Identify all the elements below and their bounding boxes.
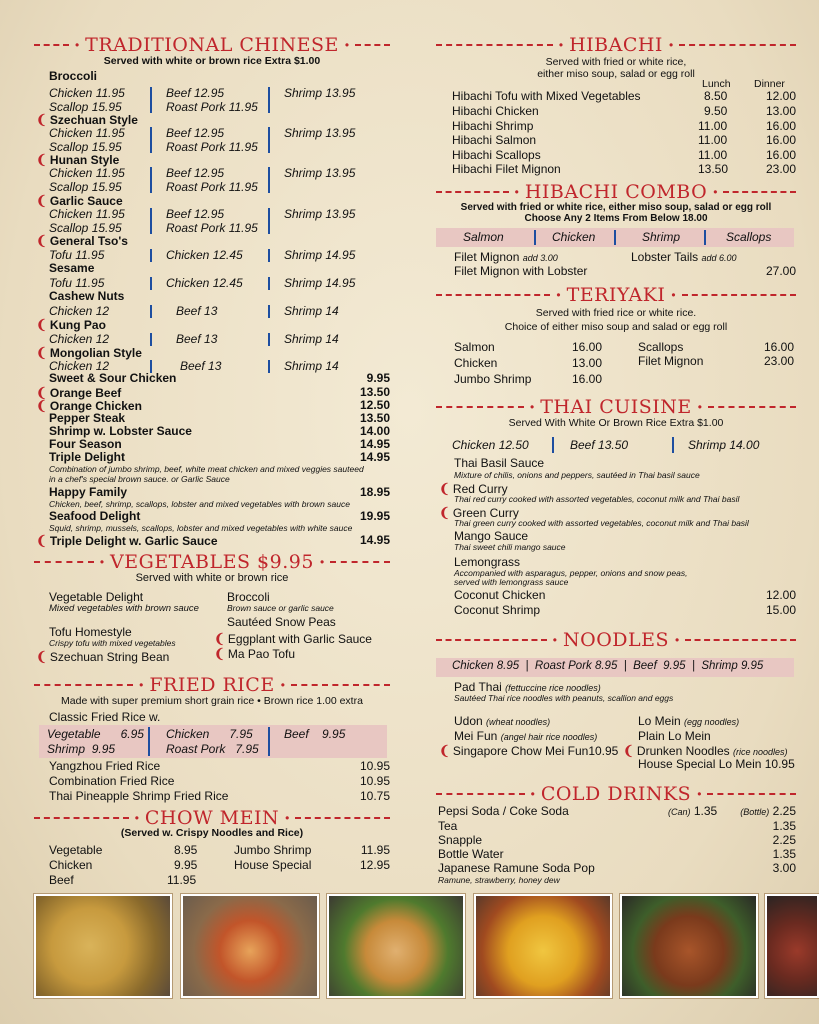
veg-item: Sautéed Snow Peas <box>227 615 336 629</box>
price-scallop: Scallop 15.95 <box>49 100 122 114</box>
item-description: Thai red curry cooked with assorted vegetables, coconut milk and Thai basil <box>454 494 740 504</box>
price-beef: Beef 12.95 <box>166 126 225 140</box>
thai-item: ❨ Green Curry <box>439 505 519 520</box>
price-shrimp: Shrimp 13.95 <box>284 86 356 100</box>
spicy-pepper-icon: ❨ <box>36 193 47 208</box>
menu-item: House Special <box>234 858 312 872</box>
menu-price: 13.00 <box>572 356 603 370</box>
spicy-pepper-icon: ❨ <box>36 152 47 167</box>
thai-item: Thai Basil Sauce <box>454 456 545 470</box>
menu-item: Filet Mignon with Lobster 27.00 <box>454 264 796 278</box>
hibachi-subtitle: Served with fried or white rice, <box>545 56 687 68</box>
price-chicken: Chicken 11.95 <box>49 126 125 140</box>
menu-price: 16.00 <box>763 340 794 354</box>
price-beef: Beef 13 <box>176 332 218 346</box>
price-shrimp: Shrimp 13.95 <box>284 126 356 140</box>
item-description: Mixed vegetables with brown sauce <box>49 603 199 614</box>
menu-item: Combination Fried Rice 10.95 <box>49 774 390 788</box>
spicy-pepper-icon: ❨ <box>36 317 47 332</box>
lunch-header: Lunch <box>702 78 731 90</box>
traditional-chinese-header: • TRADITIONAL CHINESE • <box>34 34 390 56</box>
vegetables-title: VEGETABLES $9.95 <box>110 551 314 573</box>
menu-item: Hibachi Shrimp 11.00 16.00 <box>452 119 796 133</box>
menu-price: 16.00 <box>572 340 603 354</box>
divider <box>268 87 270 113</box>
drink-item: Japanese Ramune Soda Pop 3.00 <box>438 861 796 875</box>
hibachi-header: • HIBACHI • <box>436 34 796 56</box>
price-chicken: Chicken 12.45 <box>166 248 243 262</box>
thai-item: Lemongrass <box>454 555 521 569</box>
menu-price: 12.95 <box>359 858 390 872</box>
chow-mein-title: CHOW MEIN <box>144 807 280 829</box>
thai-cuisine-subtitle: Served With White Or Brown Rice Extra $1.00 <box>508 417 724 429</box>
item-description: Crispy tofu with mixed vegetables <box>49 638 176 648</box>
thai-item: ❨ Red Curry <box>439 481 508 496</box>
noodles-options-band: Chicken 8.95 | Roast Pork 8.95 | Beef 9.95 | Shrimp 9.95 <box>436 658 794 677</box>
veg-item: ❨ Ma Pao Tofu <box>214 646 296 661</box>
price-chicken: Chicken 12 <box>49 304 110 318</box>
item-description: Accompanied with asparagus, pepper, onions and snow peas, <box>454 568 688 578</box>
price-scallop: Scallop 15.95 <box>49 140 122 154</box>
thai-cuisine-header: • THAI CUISINE • <box>436 396 796 418</box>
combo-filet: Filet Mignon add 3.00 <box>454 250 558 264</box>
menu-item: ❨ Orange Chicken 12.50 <box>36 398 390 413</box>
menu-price: 16.00 <box>572 372 603 386</box>
cold-drinks-header: • COLD DRINKS • <box>436 783 796 805</box>
noodle-singapore: ❨ Singapore Chow Mei Fun10.95 <box>439 743 619 758</box>
price-chicken: Chicken 12 <box>49 359 110 373</box>
price-roast-pork: Roast Pork 11.95 <box>166 100 258 114</box>
price-beef: Beef 13.50 <box>570 438 629 452</box>
curry-photo <box>474 894 612 998</box>
spicy-pepper-icon: ❨ <box>36 233 47 248</box>
menu-item: Hibachi Salmon 11.00 16.00 <box>452 133 796 147</box>
pad-thai-photo <box>181 894 319 998</box>
menu-price: 11.95 <box>360 843 390 857</box>
menu-item: Coconut Chicken 12.00 <box>454 588 796 602</box>
thai-cuisine-title: THAI CUISINE <box>540 396 692 418</box>
menu-item: Happy Family 18.95 <box>49 485 390 499</box>
menu-item: Hibachi Filet Mignon 13.50 23.00 <box>452 162 796 176</box>
price-roast-pork: Roast Pork 11.95 <box>166 221 258 235</box>
noodles-title: NOODLES <box>563 629 670 651</box>
price-shrimp: Shrimp 13.95 <box>284 207 356 221</box>
price-chicken: Chicken 11.95 <box>49 166 125 180</box>
chow-mein-header: • CHOW MEIN • <box>34 807 390 829</box>
price-beef: Beef 12.95 <box>166 86 225 100</box>
price-beef: Beef 12.95 <box>166 166 225 180</box>
drink-item: Snapple 2.25 <box>438 833 796 847</box>
divider <box>150 277 152 290</box>
noodle-pad-thai: Pad Thai (fettuccine rice noodles) <box>454 680 601 694</box>
menu-item: ❨ Triple Delight w. Garlic Sauce 14.95 <box>36 533 390 548</box>
price-roast-pork: Roast Pork 11.95 <box>166 140 258 154</box>
menu-price: 11.95 <box>167 873 197 887</box>
spicy-pepper-icon: ❨ <box>439 743 450 758</box>
divider <box>150 127 152 153</box>
price-tofu: Tofu 11.95 <box>49 276 105 290</box>
veg-item: Tofu Homestyle <box>49 625 132 639</box>
price-shrimp: Shrimp 14.00 <box>688 438 760 452</box>
price-shrimp: Shrimp 14 <box>284 359 339 373</box>
veg-item: Broccoli <box>227 590 270 604</box>
item-description: Combination of jumbo shrimp, beef, white meat chicken and mixed veggies sauteed in a chef's special brown sauce. or Garlic Sauce <box>49 464 364 484</box>
item-description: Brown sauce or garlic sauce <box>227 603 334 613</box>
spicy-pepper-icon: ❨ <box>623 743 634 758</box>
item-description: Sautéed Thai rice noodles with peanuts, scallion and eggs <box>454 693 674 703</box>
teriyaki-subtitle: Choice of either miso soup and salad or egg roll <box>504 321 728 333</box>
divider <box>268 127 270 153</box>
drink-item: Tea 1.35 <box>438 819 796 833</box>
divider <box>150 208 152 234</box>
divider <box>150 305 152 318</box>
item-description: Squid, shrimp, mussels, scallops, lobster and mixed vegetables with white sauce <box>49 523 353 533</box>
divider <box>268 333 270 346</box>
menu-item: Four Season 14.95 <box>49 437 390 451</box>
price-beef: Beef 12.95 <box>166 207 225 221</box>
price-chicken: Chicken 12.50 <box>452 438 529 452</box>
spicy-pepper-icon: ❨ <box>36 398 47 413</box>
traditional-chinese-title: TRADITIONAL CHINESE <box>85 34 339 56</box>
divider <box>150 167 152 193</box>
price-shrimp: Shrimp 14 <box>284 332 339 346</box>
dish-kung-pao: ❨ Kung Pao <box>36 317 106 332</box>
spicy-pepper-icon: ❨ <box>439 481 450 496</box>
menu-item: Thai Pineapple Shrimp Fried Rice 10.75 <box>49 789 390 803</box>
menu-item: Jumbo Shrimp <box>234 843 312 857</box>
drink-item: Pepsi Soda / Coke Soda (Can) 1.35 (Bottle) 2.25 <box>438 804 796 818</box>
item-description: Thai sweet chili mango sauce <box>454 542 566 552</box>
spicy-pepper-icon: ❨ <box>36 533 47 548</box>
menu-price: 9.95 <box>174 858 198 872</box>
price-chicken: Chicken 11.95 <box>49 207 125 221</box>
fried-rice-header: • FRIED RICE • <box>34 674 390 696</box>
dish-cashew-nuts: Cashew Nuts <box>49 289 125 303</box>
divider <box>268 249 270 262</box>
noodle-lo-mein: Lo Mein (egg noodles) <box>638 714 740 728</box>
noodles-header: • NOODLES • <box>436 629 796 651</box>
item-description: served with lemongrass sauce <box>454 577 569 587</box>
veg-item: ❨ Eggplant with Garlic Sauce <box>214 631 372 646</box>
divider <box>552 437 554 453</box>
menu-item: Shrimp w. Lobster Sauce 14.00 <box>49 424 390 438</box>
lo-mein-photo <box>327 894 465 998</box>
menu-item: Hibachi Chicken 9.50 13.00 <box>452 104 796 118</box>
menu-item: Filet Mignon <box>638 354 704 368</box>
item-description: Mixture of chilis, onions and peppers, sautéed in Thai basil sauce <box>454 470 700 480</box>
fried-rice-title: FRIED RICE <box>149 674 275 696</box>
price-roast-pork: Roast Pork 11.95 <box>166 180 258 194</box>
menu-item: Jumbo Shrimp <box>454 372 532 386</box>
price-chicken: Chicken 12.45 <box>166 276 243 290</box>
dinner-header: Dinner <box>754 78 785 90</box>
price-beef: Beef 13 <box>180 359 222 373</box>
spicy-pepper-icon: ❨ <box>36 112 47 127</box>
dish-mongolian: ❨ Mongolian Style <box>36 345 142 360</box>
menu-item: Vegetable <box>49 843 103 857</box>
drink-item: Bottle Water 1.35 <box>438 847 796 861</box>
vegetables-header: • VEGETABLES $9.95 • <box>34 551 390 573</box>
dish-szechuan: ❨ Szechuan Style <box>36 112 138 127</box>
teriyaki-subtitle: Served with fried rice or white rice. <box>535 307 697 319</box>
food-photo-strip <box>34 894 819 998</box>
price-shrimp: Shrimp 14 <box>284 304 339 318</box>
price-chicken: Chicken 11.95 <box>49 86 125 100</box>
noodle-plain-lo-mein: Plain Lo Mein <box>638 729 711 743</box>
divider <box>150 249 152 262</box>
spicy-pepper-icon: ❨ <box>214 646 225 661</box>
menu-item: Chicken <box>454 356 498 370</box>
price-shrimp: Shrimp 14.95 <box>284 276 356 290</box>
menu-item: Hibachi Scallops 11.00 16.00 <box>452 148 796 162</box>
teriyaki-header: • TERIYAKI • <box>436 284 796 306</box>
vegetables-subtitle: Served with white or brown rice <box>135 572 289 584</box>
dish-broccoli: Broccoli <box>49 69 98 83</box>
stir-fry-photo <box>620 894 758 998</box>
hibachi-combo-subtitle: Served with fried or white rice, either miso soup, salad or egg roll <box>460 202 772 213</box>
combo-lobster: Lobster Tails add 6.00 <box>631 250 737 264</box>
price-chicken: Chicken 12 <box>49 332 110 346</box>
menu-item: Coconut Shrimp 15.00 <box>454 603 796 617</box>
price-beef: Beef 13 <box>176 304 218 318</box>
menu-item: Salmon <box>454 340 495 354</box>
veg-item: ❨ Szechuan String Bean <box>36 649 170 664</box>
divider <box>268 305 270 318</box>
noodle-udon: Udon (wheat noodles) <box>454 714 551 728</box>
price-scallop: Scallop 15.95 <box>49 180 122 194</box>
menu-item: Sweet & Sour Chicken 9.95 <box>49 371 390 385</box>
dish-general-tsos: ❨ General Tso's <box>36 233 128 248</box>
noodle-house-special: House Special Lo Mein 10.95 <box>638 757 795 771</box>
veg-item: Vegetable Delight <box>49 590 144 604</box>
spicy-pepper-icon: ❨ <box>36 345 47 360</box>
menu-price: 23.00 <box>763 354 794 368</box>
noodle-drunken: ❨ Drunken Noodles (rice noodles) <box>623 743 788 758</box>
item-description: Chicken, beef, shrimp, scallops, lobster and mixed vegetables with brown sauce <box>49 499 350 509</box>
hibachi-combo-subtitle: Choose Any 2 Items From Below 18.00 <box>524 213 708 224</box>
divider <box>268 208 270 234</box>
divider <box>268 167 270 193</box>
menu-item: Beef <box>49 873 74 887</box>
spicy-pepper-icon: ❨ <box>214 631 225 646</box>
menu-item: ❨ Orange Beef 13.50 <box>36 385 390 400</box>
spicy-pepper-icon: ❨ <box>36 385 47 400</box>
fried-rice-options-band: Vegetable 6.95 Shrimp 9.95 Chicken 7.95 Roast Pork 7.95 Beef 9.95 <box>39 725 387 758</box>
hibachi-combo-header: • HIBACHI COMBO • <box>436 181 796 203</box>
menu-item: Seafood Delight 19.95 <box>49 509 390 523</box>
spicy-pepper-icon: ❨ <box>36 649 47 664</box>
noodle-mei-fun: Mei Fun (angel hair rice noodles) <box>454 729 598 743</box>
combo-options-band: Salmon Chicken Shrimp Scallops <box>436 228 794 247</box>
traditional-chinese-subtitle: Served with white or brown rice Extra $1.00 <box>103 55 321 67</box>
divider <box>150 87 152 113</box>
hibachi-subtitle: either miso soup, salad or egg roll <box>537 68 695 80</box>
chow-mein-subtitle: (Served w. Crispy Noodles and Rice) <box>120 827 304 839</box>
price-scallop: Scallop 15.95 <box>49 221 122 235</box>
thai-item: Mango Sauce <box>454 529 529 543</box>
teriyaki-title: TERIYAKI <box>566 284 666 306</box>
menu-item: Triple Delight 14.95 <box>49 450 390 464</box>
price-shrimp: Shrimp 13.95 <box>284 166 356 180</box>
dish-sesame: Sesame <box>49 261 95 275</box>
divider <box>268 277 270 290</box>
hibachi-combo-title: HIBACHI COMBO <box>524 181 708 203</box>
hibachi-title: HIBACHI <box>569 34 663 56</box>
cold-drinks-title: COLD DRINKS <box>540 783 692 805</box>
divider <box>672 437 674 453</box>
menu-price: 8.95 <box>174 843 198 857</box>
menu-item: Scallops <box>638 340 684 354</box>
classic-fried-rice: Classic Fried Rice w. <box>49 710 161 724</box>
menu-item: Chicken <box>49 858 93 872</box>
fried-rice-photo <box>34 894 172 998</box>
item-description: Ramune, strawberry, honey dew <box>438 875 560 885</box>
menu-item: Yangzhou Fried Rice 10.95 <box>49 759 390 773</box>
divider <box>150 333 152 346</box>
menu-item: Hibachi Tofu with Mixed Vegetables 8.50 12.00 <box>452 89 796 103</box>
beef-dish-photo <box>765 894 819 998</box>
dish-garlic-sauce: ❨ Garlic Sauce <box>36 193 123 208</box>
fried-rice-subtitle: Made with super premium short grain rice • Brown rice 1.00 extra <box>61 695 363 707</box>
item-description: Thai green curry cooked with assorted vegetables, coconut milk and Thai basil <box>454 518 749 528</box>
spicy-pepper-icon: ❨ <box>439 505 450 520</box>
price-tofu: Tofu 11.95 <box>49 248 105 262</box>
menu-item: Pepper Steak 13.50 <box>49 411 390 425</box>
dish-hunan: ❨ Hunan Style <box>36 152 120 167</box>
price-shrimp: Shrimp 14.95 <box>284 248 356 262</box>
